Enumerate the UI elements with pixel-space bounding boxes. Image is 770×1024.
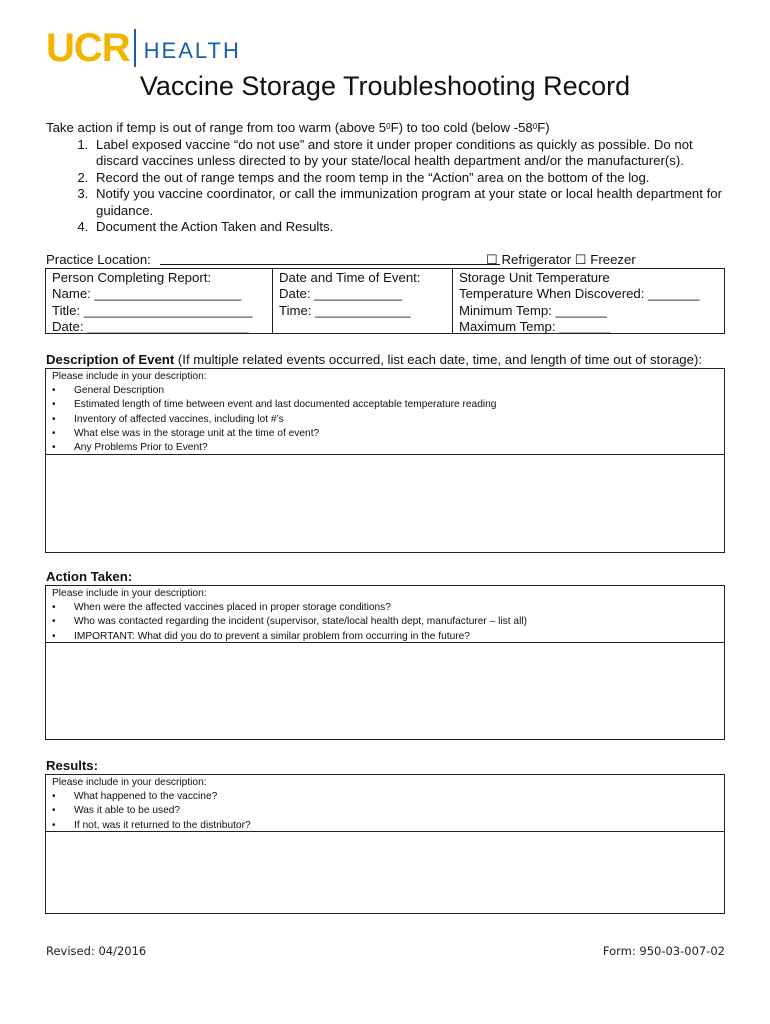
list-item: • Estimated length of time between event and last documented acceptable temperature reading [52,398,724,412]
instructions [46,120,736,236]
list-item: • Inventory of affected vaccines, including lot #’s [52,413,724,427]
list-item: • Any Problems Prior to Event? [52,441,724,455]
revised-date: Revised: 04/2016 [46,944,147,958]
practice-location-label: Practice Location: [46,252,151,267]
list-item: • Who was contacted regarding the incident (supervisor, state/local health dept, manufacturer – list all) [52,615,724,629]
lead-degree-1: 0 [386,122,391,131]
action-prompt: Please include in your description: [52,588,207,599]
event-time-column [272,269,452,333]
lead-degree-2: 0 [532,122,538,131]
results-box [45,774,725,914]
refrigerator-checkbox[interactable]: ☐ Refrigerator [486,252,572,267]
logo-divider [134,29,136,67]
action-heading [46,569,132,585]
results-prompt: Please include in your description: [52,777,207,788]
event-info-table [45,268,725,334]
instruction-steps [92,137,736,236]
results-title: Results: [46,758,99,773]
results-heading [46,758,98,774]
list-item: • Was it able to be used? [52,804,724,818]
instruction-step: 1. Label exposed vaccine “do not use” and store it under proper conditions as quickly as possible. Do not discard vaccines unless directed to by your state/local health department and/or the manufacturer(s). [92,137,736,170]
form-number: Form: 950-03-007-02 [602,944,725,958]
list-item: • IMPORTANT: What did you do to prevent a similar problem from occurring in the future? [52,630,724,644]
lead-text-c: F) [537,120,550,135]
action-title: Action Taken: [46,569,133,584]
instruction-step: 3. Notify you vaccine coordinator, or call the immunization program at your state or local health department for guidance. [92,186,736,219]
logo-ucr-text: UCR [46,26,130,70]
lead-text-a: Take action if temp is out of range from too warm (above 5 [46,120,387,135]
reporter-title-field[interactable]: Title: _______________________ [52,302,253,318]
event-date-field[interactable]: Date: ____________ [279,286,403,302]
practice-location-field[interactable] [160,264,500,265]
reporter-name-field[interactable]: Name: ____________________ [52,286,242,302]
description-entry-area[interactable] [46,455,724,552]
action-entry-area[interactable] [46,643,724,739]
description-heading [46,352,702,368]
instruction-step: 4. Document the Action Taken and Results. [92,219,736,236]
reporter-heading: Person Completing Report: [52,270,212,285]
practice-location-row [46,252,726,268]
list-item: • If not, was it returned to the distributor? [52,819,724,833]
list-item: • When were the affected vaccines placed in proper storage conditions? [52,601,724,615]
temperature-heading: Storage Unit Temperature [459,270,610,285]
max-temp-field[interactable]: Maximum Temp: _______ [459,318,611,334]
description-title: Description of Event [46,352,175,367]
min-temp-field[interactable]: Minimum Temp: _______ [459,302,607,318]
freezer-checkbox[interactable]: ☐ Freezer [574,252,636,267]
temperature-column [452,269,724,333]
results-entry-area[interactable] [46,832,724,913]
reporter-column [46,269,272,333]
storage-unit-choices [486,252,636,268]
results-prompts [46,775,724,832]
reporter-date-field[interactable]: Date: ______________________ [52,318,249,334]
list-item: • General Description [52,384,724,398]
instruction-step: 2. Record the out of range temps and the room temp in the “Action” area on the bottom of the log. [92,170,736,187]
description-prompts [46,369,724,455]
description-note: (If multiple related events occurred, list each date, time, and length of time out of storage): [174,352,703,367]
temp-discovered-field[interactable]: Temperature When Discovered: _______ [459,286,700,302]
ucr-health-logo [46,27,241,69]
list-item: • What happened to the vaccine? [52,790,724,804]
lead-text-b: F) to too cold (below -58 [390,120,533,135]
logo-health-text: HEALTH [143,38,241,63]
instructions-lead [46,120,736,137]
description-prompt: Please include in your description: [52,371,207,382]
list-item: • What else was in the storage unit at the time of event? [52,427,724,441]
action-prompts [46,586,724,643]
event-time-field[interactable]: Time: _____________ [279,302,411,318]
action-box [45,585,725,740]
description-box [45,368,725,553]
event-time-heading: Date and Time of Event: [279,270,421,285]
document-title: Vaccine Storage Troubleshooting Record [139,71,631,101]
